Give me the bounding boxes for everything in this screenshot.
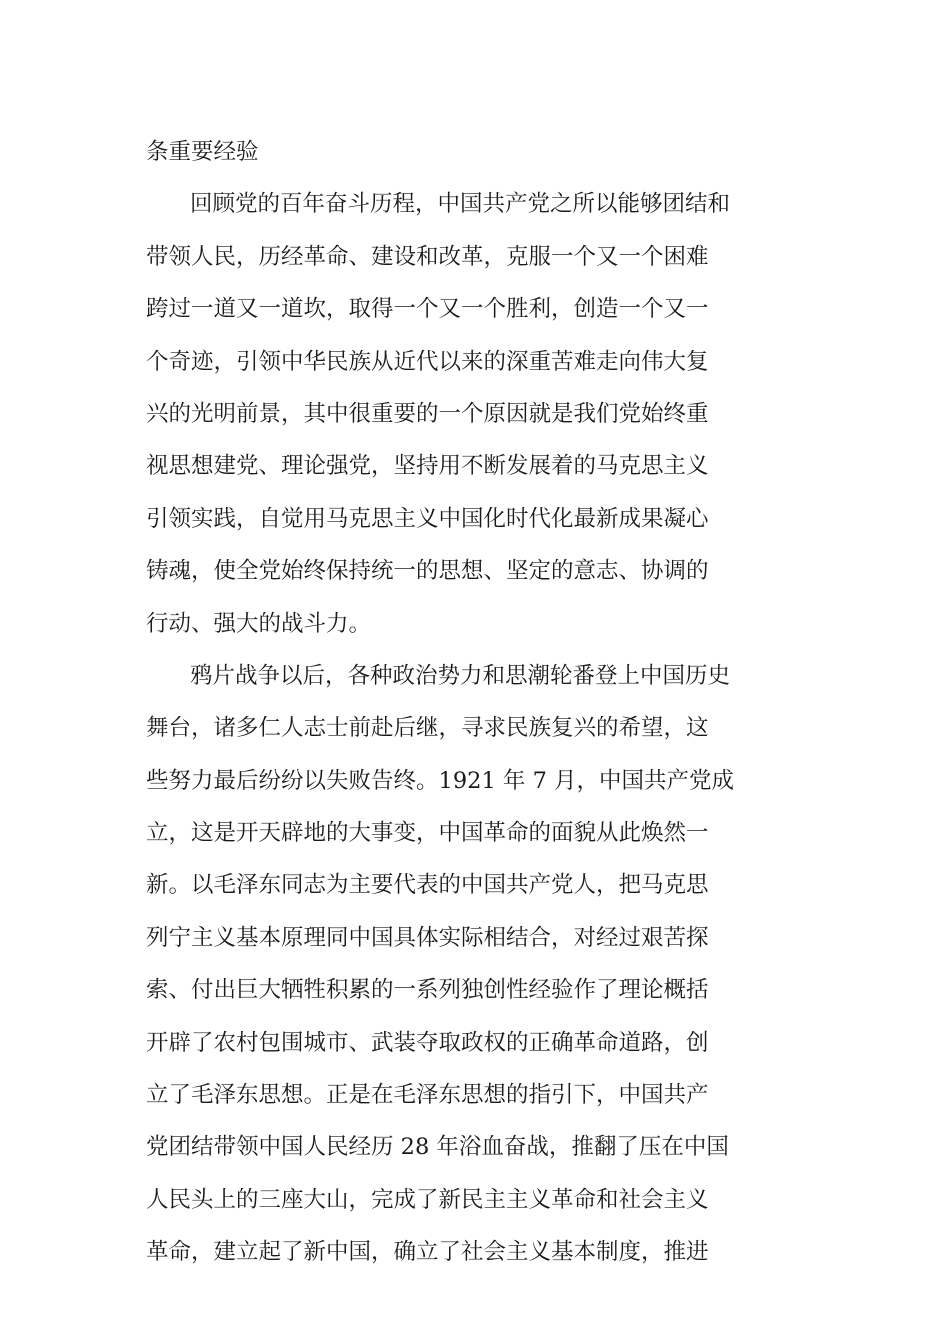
text-line: 立了毛泽东思想。正是在毛泽东思想的指引下，中国共产	[146, 1082, 709, 1109]
text-line: 视思想建党、理论强党，坚持用不断发展着的马克思主义	[146, 453, 709, 480]
text-line: 人民头上的三座大山，完成了新民主主义革命和社会主义	[146, 1186, 709, 1213]
text-line: 舞台，诸多仁人志士前赴后继，寻求民族复兴的希望，这	[146, 715, 709, 742]
paragraph-first-line: 回顾党的百年奋斗历程，中国共产党之所以能够团结和	[190, 191, 731, 218]
text-line: 些努力最后纷纷以失败告终。1921 年 7 月，中国共产党成	[146, 767, 735, 794]
text-line: 引领实践，自觉用马克思主义中国化时代化最新成果凝心	[146, 505, 709, 532]
text-line: 开辟了农村包围城市、武装夺取政权的正确革命道路，创	[146, 1029, 709, 1056]
text-line: 条重要经验	[146, 139, 259, 165]
text-line: 新。以毛泽东同志为主要代表的中国共产党人，把马克思	[146, 872, 709, 899]
text-line: 立，这是开天辟地的大事变，中国革命的面貌从此焕然一	[146, 820, 709, 847]
text-line: 带领人民，历经革命、建设和改革，克服一个又一个困难	[146, 243, 709, 270]
text-line: 革命，建立起了新中国，确立了社会主义基本制度，推进	[146, 1239, 709, 1266]
text-line: 跨过一道又一道坎，取得一个又一个胜利，创造一个又一	[146, 296, 709, 323]
text-line: 列宁主义基本原理同中国具体实际相结合，对经过艰苦探	[146, 924, 709, 951]
text-line: 行动、强大的战斗力。	[146, 610, 372, 637]
text-line: 索、付出巨大牺牲积累的一系列独创性经验作了理论概括	[146, 977, 709, 1004]
paragraph-first-line: 鸦片战争以后，各种政治势力和思潮轮番登上中国历史	[190, 662, 731, 689]
text-line: 个奇迹，引领中华民族从近代以来的深重苦难走向伟大复	[146, 348, 709, 375]
text-line: 铸魂，使全党始终保持统一的思想、坚定的意志、协调的	[146, 558, 709, 585]
body-text	[146, 126, 810, 1279]
text-line: 兴的光明前景，其中很重要的一个原因就是我们党始终重	[146, 400, 709, 427]
text-line: 党团结带领中国人民经历 28 年浴血奋战，推翻了压在中国	[146, 1134, 729, 1161]
